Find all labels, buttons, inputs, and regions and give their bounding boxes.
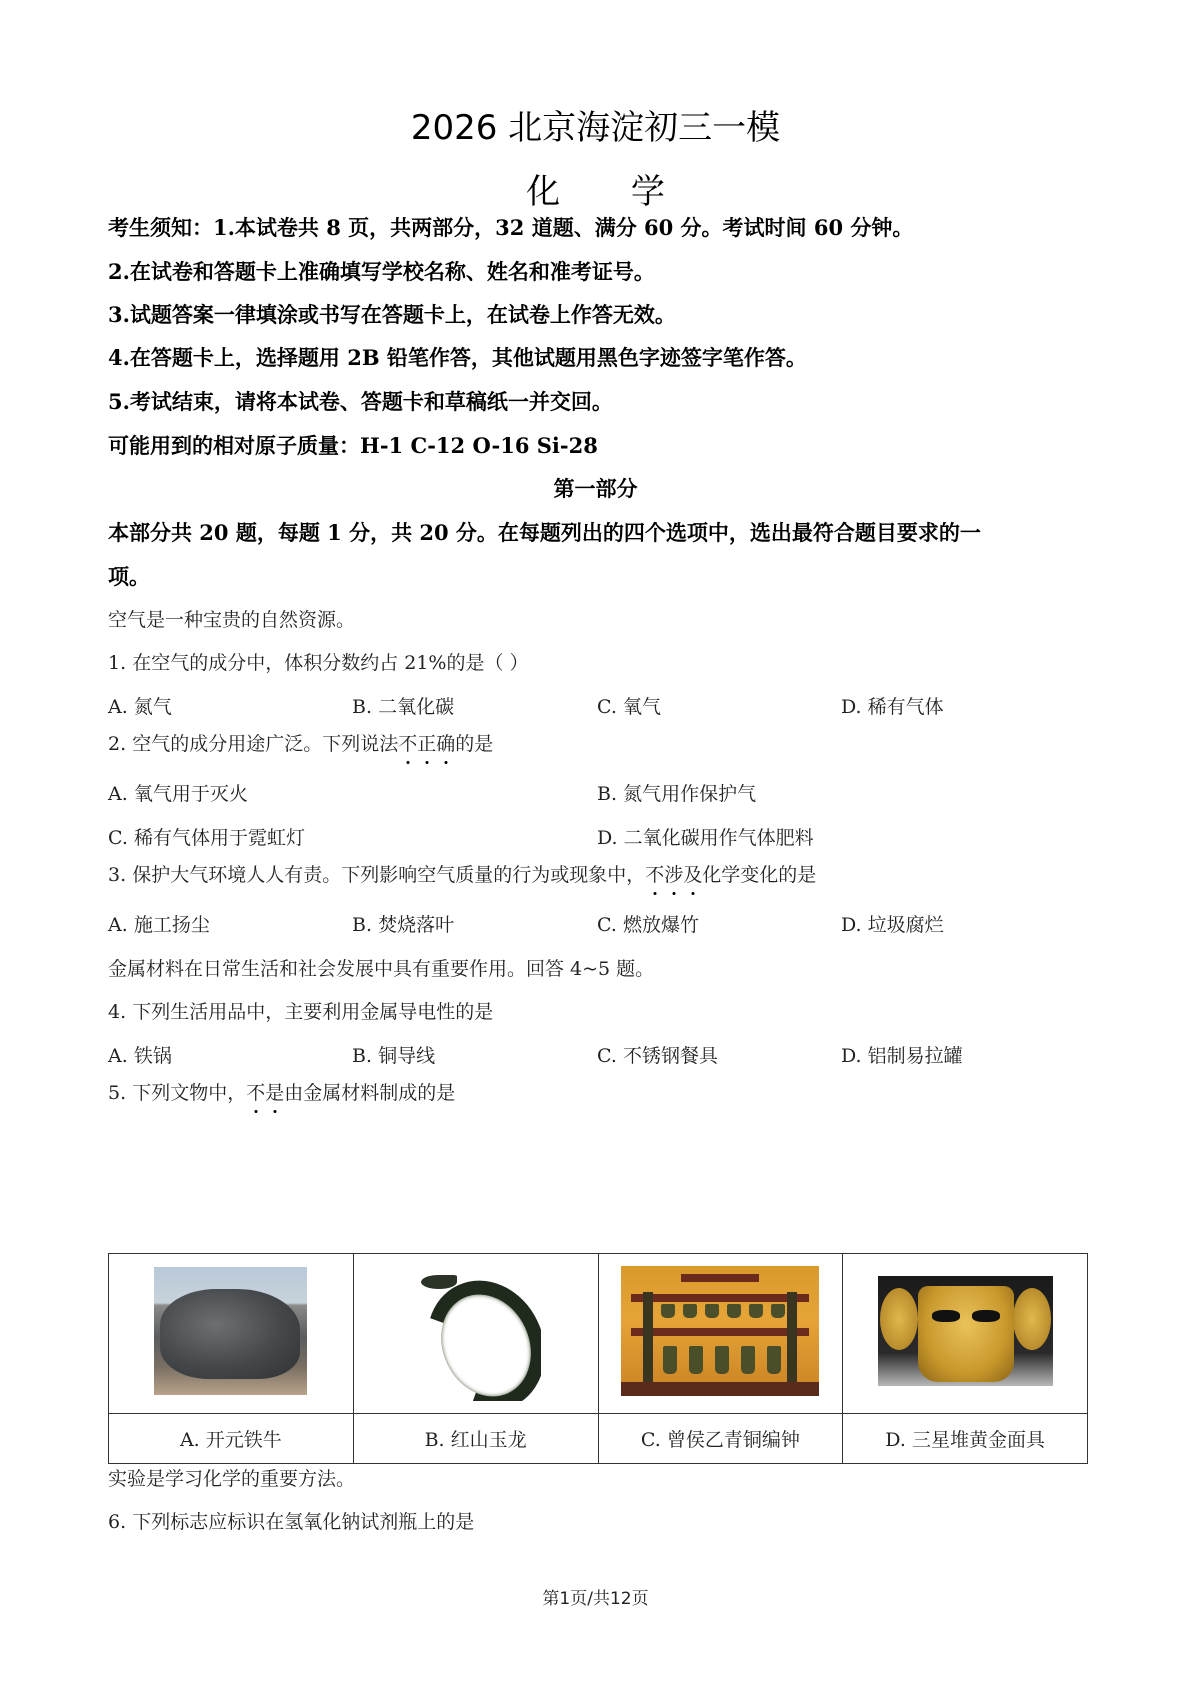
option-text: 铜导线: [378, 1045, 436, 1067]
gold-mask-image: [878, 1276, 1053, 1386]
q4-option-a[interactable]: [108, 1041, 172, 1068]
q1-option-b[interactable]: [352, 692, 454, 719]
relics-caption-row: [109, 1414, 1088, 1464]
question-number: 1.: [108, 652, 127, 674]
option-label: D.: [885, 1429, 906, 1451]
option-label: B.: [597, 783, 618, 805]
option-text: 稀有气体: [867, 696, 944, 718]
question-1: [108, 648, 529, 675]
option-label: C.: [640, 1429, 661, 1451]
q5-option-a[interactable]: [109, 1414, 354, 1464]
option-label: C.: [597, 914, 617, 936]
emphasis-char: 正: [417, 729, 436, 756]
emphasis-char: 是: [265, 1078, 284, 1105]
option-text: 焚烧落叶: [378, 914, 455, 936]
subject-char: 化: [526, 172, 561, 212]
question-number: 5.: [108, 1082, 127, 1104]
option-label: D.: [841, 914, 862, 936]
question-number: 2.: [108, 733, 127, 755]
relics-image-row: [109, 1254, 1088, 1414]
q2-option-b[interactable]: [597, 779, 756, 806]
option-text: 施工扬尘: [133, 914, 210, 936]
q3-option-b[interactable]: [352, 910, 454, 937]
question-6: [108, 1507, 474, 1534]
option-text: 铝制易拉罐: [867, 1045, 963, 1067]
option-label: D.: [597, 827, 618, 849]
option-text: 开元铁牛: [205, 1429, 282, 1451]
option-label: A.: [108, 783, 128, 805]
question-stem: 空气的成分用途广泛。下列说法: [132, 733, 399, 755]
question-stem-end: 的是: [455, 733, 494, 755]
question-3: [108, 860, 816, 887]
q4-option-d[interactable]: [841, 1041, 963, 1068]
option-text: 红山玉龙: [450, 1429, 527, 1451]
question-number: 3.: [108, 864, 127, 886]
notice-line-5: 5.考试结束，请将本试卷、答题卡和草稿纸一并交回。: [108, 389, 613, 414]
question-2: [108, 729, 493, 756]
relics-table: [108, 1253, 1088, 1464]
emphasis-char: 涉: [664, 860, 683, 887]
option-text: 氮气: [133, 696, 172, 718]
subject-title: [0, 164, 1191, 213]
option-label: A.: [108, 914, 128, 936]
q1-option-a[interactable]: [108, 692, 172, 719]
relic-image-cell-c[interactable]: [598, 1254, 843, 1414]
question-stem: 下列标志应标识在氢氧化钠试剂瓶上的是: [132, 1511, 475, 1533]
part-instructions-cont: 项。: [108, 564, 150, 589]
question-stem: 保护大气环境人人有责。下列影响空气质量的行为或现象中，: [132, 864, 646, 886]
option-label: B.: [352, 1045, 373, 1067]
option-text: 燃放爆竹: [622, 914, 699, 936]
intro-air: 空气是一种宝贵的自然资源。: [108, 609, 356, 631]
relic-image-cell-a[interactable]: [109, 1254, 354, 1414]
option-text: 曾侯乙青铜编钟: [666, 1429, 800, 1451]
q4-option-b[interactable]: [352, 1041, 435, 1068]
q3-option-a[interactable]: [108, 910, 210, 937]
q2-option-d[interactable]: [597, 823, 814, 850]
part-heading: 第一部分: [553, 476, 638, 501]
notice-line-2: 2.在试卷和答题卡上准确填写学校名称、姓名和准考证号。: [108, 259, 655, 284]
exam-title: 2026 北京海淀初三一模: [410, 108, 781, 148]
q5-option-d[interactable]: [843, 1414, 1088, 1464]
relic-image-cell-d[interactable]: [843, 1254, 1088, 1414]
q1-option-d[interactable]: [841, 692, 944, 719]
option-text: 氮气用作保护气: [623, 783, 757, 805]
question-stem-end: 由金属材料制成的是: [284, 1082, 456, 1104]
option-label: C.: [597, 1045, 617, 1067]
emphasis-char: 不: [246, 1078, 265, 1105]
q4-option-c[interactable]: [597, 1041, 718, 1068]
option-label: C.: [597, 696, 617, 718]
question-5: [108, 1078, 455, 1105]
question-4: [108, 997, 493, 1024]
option-label: C.: [108, 827, 128, 849]
iron-ox-image: [154, 1267, 307, 1395]
option-label: D.: [841, 696, 862, 718]
option-label: D.: [841, 1045, 862, 1067]
emphasis-char: 及: [683, 860, 702, 887]
intro-experiment: 实验是学习化学的重要方法。: [108, 1468, 356, 1490]
atomic-mass-line: 可能用到的相对原子质量：H-1 C-12 O-16 Si-28: [108, 433, 598, 458]
option-text: 三星堆黄金面具: [911, 1429, 1045, 1451]
notice-line-3: 3.试题答案一律填涂或书写在答题卡上，在试卷上作答无效。: [108, 302, 676, 327]
q1-option-c[interactable]: [597, 692, 661, 719]
option-label: A.: [179, 1429, 200, 1451]
option-text: 氧气用于灭火: [133, 783, 248, 805]
q2-option-c[interactable]: [108, 823, 305, 850]
option-text: 垃圾腐烂: [867, 914, 944, 936]
option-label: A.: [108, 1045, 128, 1067]
emphasis-char: 不: [398, 729, 417, 756]
emphasis-char: 不: [645, 860, 664, 887]
option-text: 氧气: [622, 696, 661, 718]
option-text: 稀有气体用于霓虹灯: [133, 827, 305, 849]
q3-option-d[interactable]: [841, 910, 944, 937]
part-instructions: 本部分共 20 题，每题 1 分，共 20 分。在每题列出的四个选项中，选出最符合题目要求的一: [108, 520, 981, 545]
notice-line-1: 考生须知：1.本试卷共 8 页，共两部分，32 道题、满分 60 分。考试时间 60 分钟。: [108, 215, 914, 240]
q5-option-c[interactable]: [598, 1414, 843, 1464]
option-label: A.: [108, 696, 128, 718]
option-label: B.: [352, 696, 373, 718]
q5-option-b[interactable]: [353, 1414, 598, 1464]
q3-option-c[interactable]: [597, 910, 699, 937]
question-number: 6.: [108, 1511, 127, 1533]
q2-option-a[interactable]: [108, 779, 248, 806]
question-stem-end: 化学变化的是: [702, 864, 817, 886]
notice-line-4: 4.在答题卡上，选择题用 2B 铅笔作答，其他试题用黑色字迹签字笔作答。: [108, 345, 807, 370]
emphasis-char: 确: [436, 729, 455, 756]
page-indicator: 第1页/共12页: [542, 1589, 649, 1609]
option-label: B.: [352, 914, 373, 936]
option-label: B.: [424, 1429, 445, 1451]
jade-dragon-image: [411, 1261, 541, 1401]
question-stem: 下列文物中，: [132, 1082, 247, 1104]
question-number: 4.: [108, 1001, 127, 1023]
question-stem: 在空气的成分中，体积分数约占 21%的是（ ）: [132, 652, 529, 674]
relic-image-cell-b[interactable]: [353, 1254, 598, 1414]
intro-metal: 金属材料在日常生活和社会发展中具有重要作用。回答 4~5 题。: [108, 958, 655, 980]
subject-char: 学: [630, 172, 665, 212]
option-text: 铁锅: [133, 1045, 172, 1067]
option-text: 二氧化碳: [378, 696, 455, 718]
option-text: 二氧化碳用作气体肥料: [623, 827, 814, 849]
question-stem: 下列生活用品中，主要利用金属导电性的是: [132, 1001, 494, 1023]
option-text: 不锈钢餐具: [622, 1045, 718, 1067]
bronze-chime-bells-image: [621, 1266, 819, 1396]
